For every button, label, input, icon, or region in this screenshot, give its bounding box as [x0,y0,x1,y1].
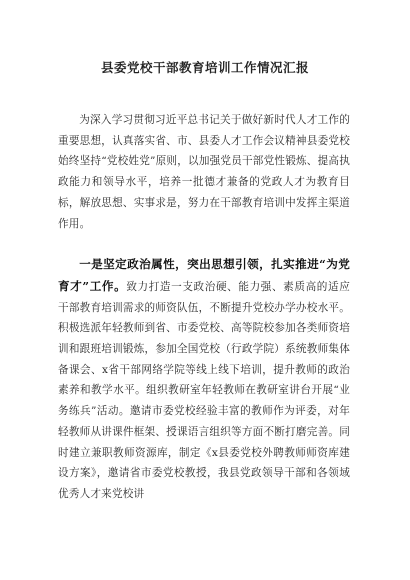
document-title: 县委党校干部教育培训工作情况汇报 [100,60,309,75]
intro-paragraph: 为深入学习贯彻习近平总书记关于做好新时代人才工作的重要思想，认真落实省、市、县委人才工作会议精神县委党校始终坚持“党校姓党”原则，以加强党员干部党性锻炼、提高执政能力和领导水平，培养一批德才兼备的党政人才为教育目标，解放思想、实事求是，努力在干部教育培训中发挥主渠道作用。 [58,114,350,230]
document-body [58,110,350,505]
section-one-heading: 一是坚定政治属性，突出思想引领，扎实推进“为党育才”工作。 [58,257,350,293]
section-one-text: 致力打造一支政治硬、能力强、素质高的适应干部教育培训需求的师资队伍，不断提升党校办学办校水平。积极选派年轻教师到省、市委党校、高等院校参加各类师资培训和跟班培训锻炼，参加全国党校（行政学院）系统教师集体备课会、x省干部网络学院等线上线下培训，提升教师的政治素养和教学水平。组织教研室年轻教师在教研室讲台开展“业务练兵”活动。邀请市委党校经验丰富的教师作为评委，对年轻教师从讲课件框架、授课语言组织等方面不断打磨完善。同时建立兼职教师资源库，制定《x县委党校外聘教师师资库建设方案》，邀请省市委党校教授，我县党政领导干部和各领域优秀人才来党校讲 [58,280,350,500]
section-one-paragraph [58,254,350,504]
